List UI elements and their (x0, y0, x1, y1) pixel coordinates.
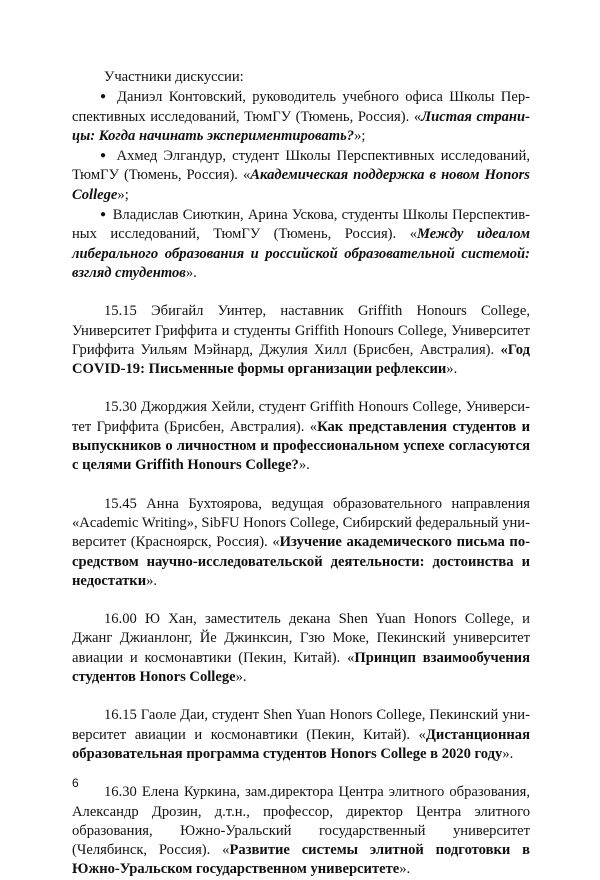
talk-entry (72, 495, 530, 591)
participant-talk-title: Между идеалом либерального образования и российской образовательной системой: взгляд студентов (72, 226, 530, 281)
talk-text: 16.00 Ю Хан, заместитель декана Shen Yuan Honors College, и Джанг Джианлонг, Йе Джинксин, Гзю Моке, Пекинский университет авиации и космонавтики (Пекин, Китай). « (72, 611, 530, 666)
talk-closing: ». (399, 861, 411, 878)
talk-closing: ». (502, 745, 514, 762)
talk-title: Как представления студентов и выпускников о личностном и профессиональном успехе согласуются с целями Griffith Honours College? (72, 418, 530, 474)
paragraph-gap (72, 591, 530, 610)
talk-closing: ». (146, 572, 158, 589)
talk-closing: ». (446, 361, 458, 378)
participant-text: Ахмед Элгандур, студент Школы Перспективных исследований, ТюмГУ (Тюмень, Россия). « (72, 148, 531, 184)
talk-title: «Год COVID-19: Письменные формы организации рефлексии (72, 341, 530, 378)
participant-text: Даниэл Контовский, руководитель учебного офиса Школы Перспективных исследований, ТюмГУ (Тюмень, Россия). « (72, 89, 530, 125)
participant-talk-title: Академическая поддержка в новом Honors College (72, 167, 530, 203)
talk-title: Принцип взаимообучения студентов Honors College (72, 649, 530, 686)
talk-entry (72, 610, 530, 687)
paragraph-gap (72, 764, 530, 783)
page-number: 6 (72, 776, 79, 790)
bullet-icon: ● (100, 150, 109, 162)
talk-text: 16.15 Гаоле Даи, студент Shen Yuan Honors College, Пекинский университет авиации и космонавтики (Пекин, Китай). « (72, 707, 530, 743)
talk-text: 16.30 Елена Куркина, зам.директора Центра элитного образования, Александр Дрозин, д.т.н., профессор, директор Центра элитного образования, Южно-Уральский государственный университет (Челябинск, Россия). « (72, 784, 530, 859)
talk-entry (72, 706, 530, 764)
discussion-heading: Участники дискуссии: (104, 69, 244, 85)
participant-item (72, 146, 530, 205)
talk-closing: ». (235, 669, 247, 686)
participant-text: Владислав Сиюткин, Арина Ускова, студенты Школы Перспективных исследований, ТюмГУ (Тюмень, Россия). « (72, 207, 531, 243)
bullet-icon: ● (100, 91, 109, 103)
paragraph-gap (72, 283, 530, 302)
talk-entry (72, 302, 530, 379)
participant-closing: ». (185, 264, 197, 281)
talk-title: Изучение академического письма посредством научно-исследовательской деятельности: достоинства и недостатки (72, 534, 531, 589)
participant-closing: »; (117, 186, 129, 203)
participant-item (72, 205, 530, 283)
document-page (72, 68, 530, 880)
talk-text: 15.15 Эбигайл Уинтер, наставник Griffith Honours College, Университет Гриффита и студенты Griffith Honours College, Университет Гриффита Уильям Мэйнард, Джулия Хилл (Брисбен, Австралия). (72, 303, 530, 358)
talk-closing: ». (298, 457, 310, 474)
paragraph-gap (72, 379, 530, 398)
paragraph-gap (72, 687, 530, 706)
participant-closing: »; (354, 127, 366, 144)
paragraph-gap (72, 476, 530, 495)
talk-text: 15.45 Анна Бухтоярова, ведущая образовательного направления «Academic Writing», SibFU Honors College, Сибирский федеральный университет (Красноярск, Россия). « (72, 495, 530, 551)
talk-entry (72, 783, 530, 879)
talk-entry (72, 398, 530, 475)
participant-talk-title: Листая страницы: Когда начинать экспериментировать? (72, 108, 531, 144)
participant-item (72, 87, 530, 146)
bullet-icon: ● (100, 209, 107, 221)
talk-text: 15.30 Джорджия Хейли, студент Griffith Honours College, Университет Гриффита (Брисбен, Австралия). « (72, 399, 530, 435)
talk-title: Дистанционная образовательная программа студентов Honors College в 2020 году (72, 726, 530, 762)
talk-title: Развитие системы элитной подготовки в Южно-Уральском государственном университете (72, 842, 530, 878)
